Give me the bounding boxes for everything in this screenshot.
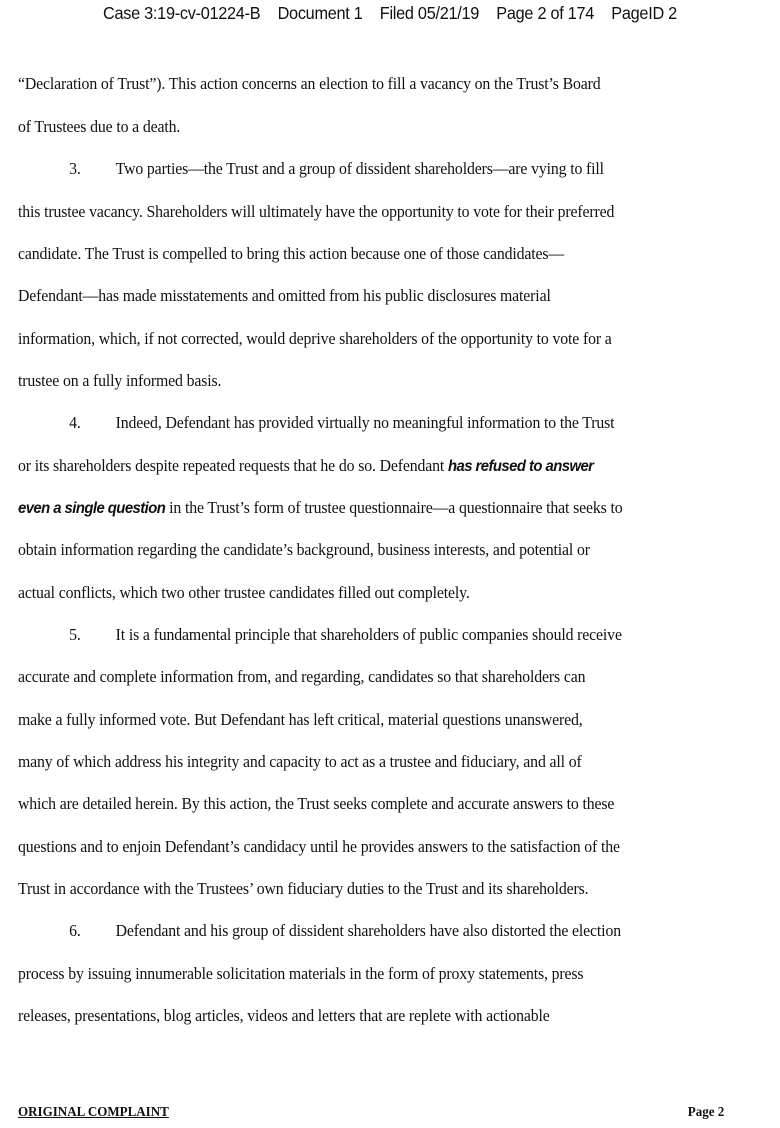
text-line: actual conflicts, which two other trustee candidates filled out completely.: [18, 583, 470, 602]
text-line: questions and to enjoin Defendant’s candidacy until he provides answers to the satisfaction of the: [18, 837, 620, 856]
text-line: releases, presentations, blog articles, videos and letters that are replete with actionable: [18, 1006, 550, 1025]
text-line: which are detailed herein. By this action, the Trust seeks complete and accurate answers to these: [18, 794, 615, 813]
document-number: Document 1: [277, 3, 363, 23]
text-line: accurate and complete information from, and regarding, candidates so that shareholders can: [18, 667, 586, 686]
text-line: candidate. The Trust is compelled to bring this action because one of those candidates—: [18, 244, 565, 263]
text-line: this trustee vacancy. Shareholders will ultimately have the opportunity to vote for their preferred: [18, 202, 615, 221]
page-id: PageID 2: [611, 3, 677, 23]
footer-page-number: Page 2: [687, 1105, 724, 1120]
paragraph-start: 4. Indeed, Defendant has provided virtually no meaningful information to the Trust: [69, 413, 615, 432]
text-line: trustee on a fully informed basis.: [18, 371, 222, 390]
paragraph-start: 6. Defendant and his group of dissident shareholders have also distorted the election: [69, 921, 621, 940]
footer-document-title: ORIGINAL COMPLAINT: [18, 1105, 169, 1120]
case-number: Case 3:19-cv-01224-B: [103, 3, 261, 23]
emphasized-text: has refused to answer: [448, 458, 594, 475]
text-line: process by issuing innumerable solicitation materials in the form of proxy statements, press: [18, 964, 584, 983]
paragraph-start: 3. Two parties—the Trust and a group of dissident shareholders—are vying to fill: [69, 159, 604, 178]
text-line: or its shareholders despite repeated requests that he do so. Defendant has refused to answer: [18, 456, 594, 475]
text-line: information, which, if not corrected, would deprive shareholders of the opportunity to vote for a: [18, 329, 612, 348]
case-header: [27, 3, 752, 24]
page-count: Page 2 of 174: [496, 3, 595, 23]
paragraph-number: 6.: [69, 921, 81, 940]
text-line: Defendant—has made misstatements and omitted from his public disclosures material: [18, 286, 551, 305]
filed-date: Filed 05/21/19: [379, 3, 480, 23]
paragraph-number: 5.: [69, 625, 81, 644]
text-line: obtain information regarding the candidate’s background, business interests, and potential or: [18, 540, 590, 559]
text-line: even a single question in the Trust’s form of trustee questionnaire—a questionnaire that seeks to: [18, 498, 623, 517]
text-line: make a fully informed vote. But Defendant has left critical, material questions unanswered,: [18, 710, 583, 729]
text-line: Trust in accordance with the Trustees’ own fiduciary duties to the Trust and its shareholders.: [18, 879, 589, 898]
text-line: many of which address his integrity and capacity to act as a trustee and fiduciary, and all of: [18, 752, 582, 771]
paragraph-number: 3.: [69, 159, 81, 178]
paragraph-start: 5. It is a fundamental principle that shareholders of public companies should receive: [69, 625, 622, 644]
emphasized-text: even a single question: [18, 500, 166, 517]
text-line: of Trustees due to a death.: [18, 117, 181, 136]
text-line: “Declaration of Trust”). This action concerns an election to fill a vacancy on the Trust’s Board: [18, 74, 601, 93]
paragraph-number: 4.: [69, 413, 81, 432]
